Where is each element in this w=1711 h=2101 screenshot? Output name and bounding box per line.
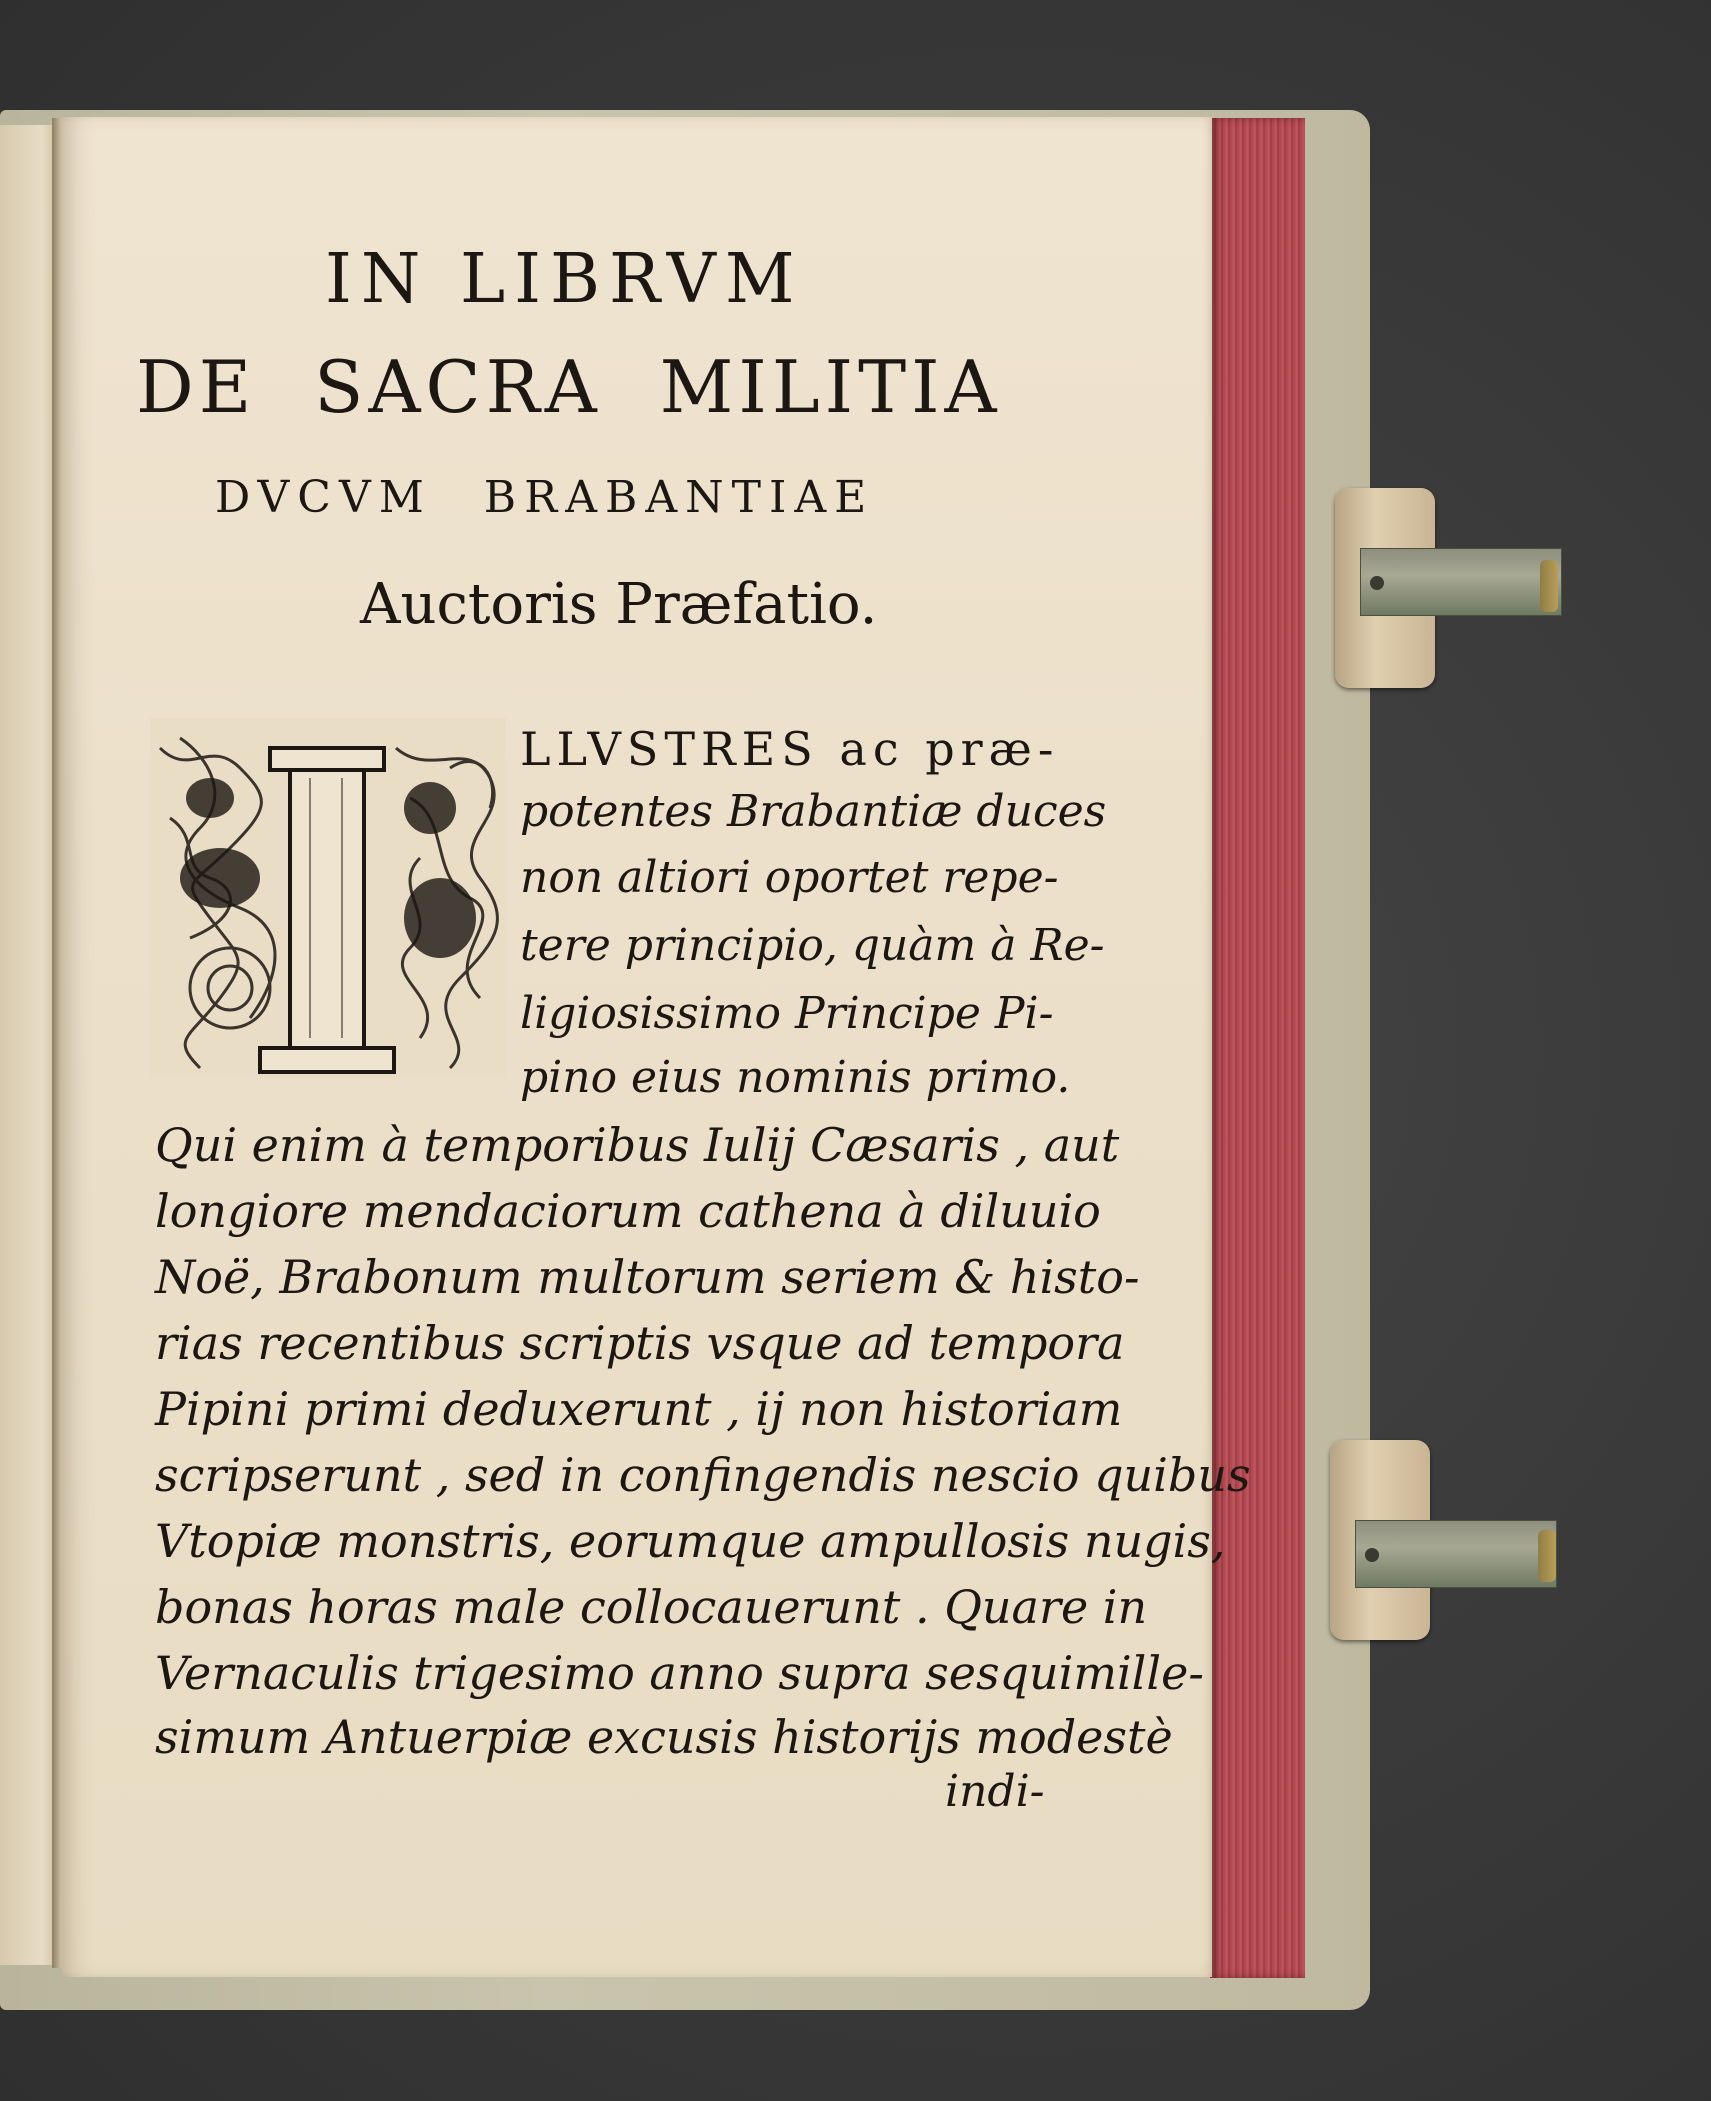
title-line-3: DVCVM BRABANTIAE: [215, 472, 875, 523]
body-line-5: ligiosissimo Principe Pi-: [520, 988, 1054, 1039]
clasp-top-metal: [1360, 548, 1562, 616]
body-line-12: scripserunt , sed in confingendis nescio quibus: [155, 1448, 1251, 1502]
body-line-9: Noë, Brabonum multorum seriem & histo-: [155, 1250, 1140, 1304]
catchword: indi-: [945, 1766, 1045, 1817]
body-line-2: potentes Brabantiæ duces: [520, 786, 1107, 837]
body-line-6: pino eius nominis primo.: [520, 1052, 1071, 1103]
body-line-8: longiore mendaciorum cathena à diluuio: [155, 1184, 1101, 1238]
body-line-1: LLVSTRES ac præ-: [520, 722, 1060, 776]
clasp-top-rivet: [1370, 576, 1384, 590]
body-line-15: Vernaculis trigesimo anno supra sesquimille-: [155, 1646, 1204, 1700]
clasp-top-hook: [1540, 560, 1558, 612]
body-line-4: tere principio, quàm à Re-: [520, 920, 1105, 971]
title-line-2: DE SACRA MILITIA: [136, 345, 1002, 429]
body-line-11: Pipini primi deduxerunt , ij non historiam: [155, 1382, 1123, 1436]
preface-heading: Auctoris Præfatio.: [360, 572, 878, 637]
clasp-bottom-hook: [1538, 1530, 1556, 1582]
woodcut-initial-icon: [150, 718, 506, 1078]
title-line-1: IN LIBRVM: [325, 240, 804, 319]
clasp-bottom-metal: [1355, 1520, 1557, 1588]
clasp-bottom-rivet: [1365, 1548, 1379, 1562]
body-line-3: non altiori oportet repe-: [520, 852, 1059, 903]
body-line-13: Vtopiæ monstris, eorumque ampullosis nugis,: [155, 1514, 1226, 1568]
body-line-10: rias recentibus scriptis vsque ad tempora: [155, 1316, 1125, 1370]
left-page-edge: [0, 125, 60, 1965]
body-line-7: Qui enim à temporibus Iulij Cæsaris , aut: [155, 1118, 1120, 1172]
body-line-16: simum Antuerpiæ excusis historijs modestè: [155, 1710, 1173, 1764]
red-page-edges: [1210, 118, 1305, 1978]
body-line-14: bonas horas male collocauerunt . Quare in: [155, 1580, 1148, 1634]
